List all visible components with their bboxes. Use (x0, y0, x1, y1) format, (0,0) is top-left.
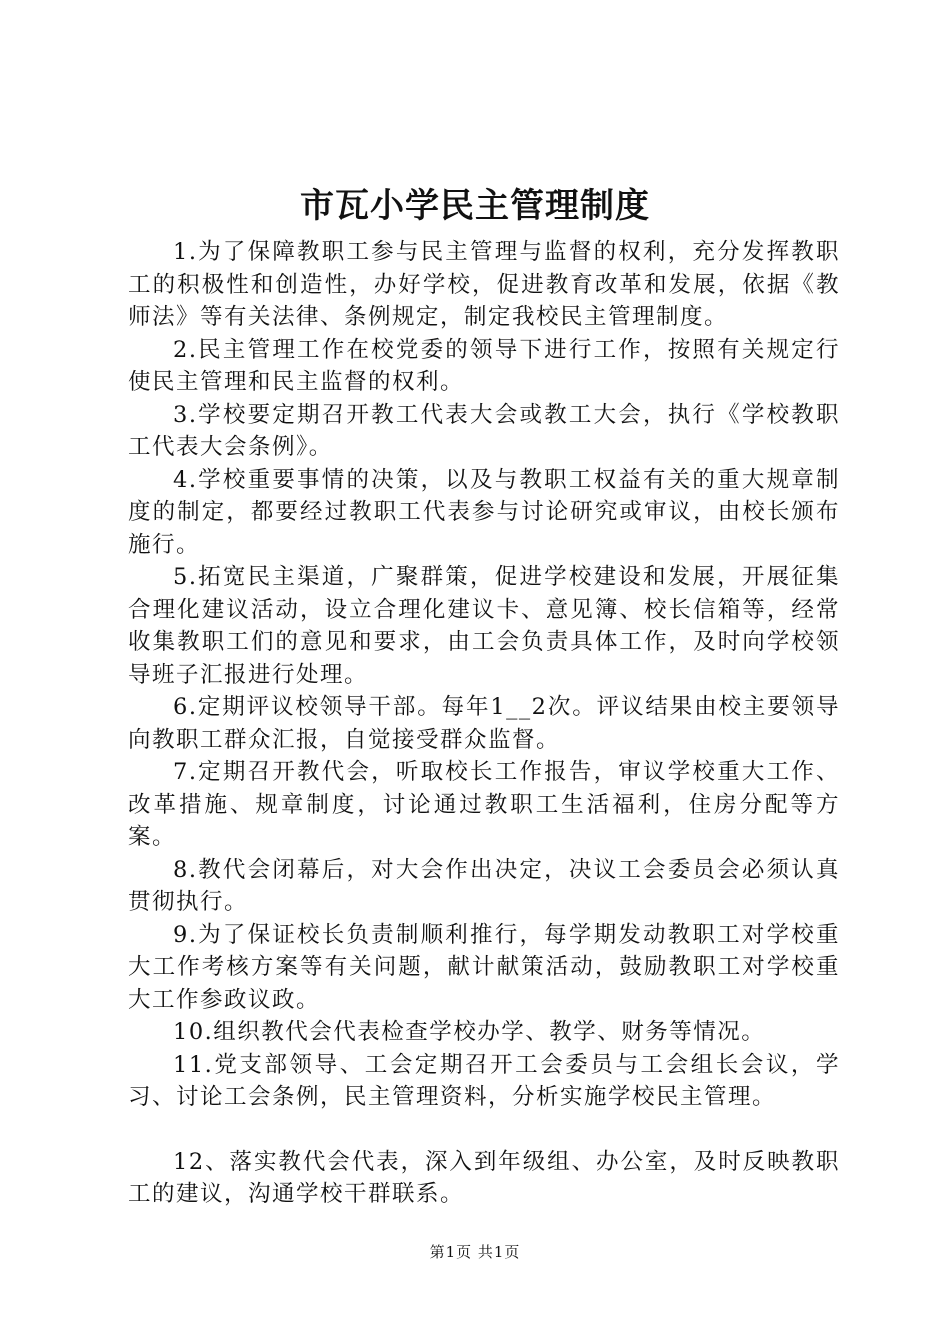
paragraph-10: 10.组织教代会代表检查学校办学、教学、财务等情况。 (173, 1019, 766, 1045)
paragraph-9: 9.为了保证校长负责制顺利推行，每学期发动教职工对学校重大工作考核方案等有关问题，献计献策活动，鼓励教职工对学校重大工作参政议政。 (128, 921, 840, 1013)
paragraph-1: 1.为了保障教职工参与民主管理与监督的权利，充分发挥教职工的积极性和创造性，办好学校，促进教育改革和发展，依据《教师法》等有关法律、条例规定，制定我校民主管理制度。 (128, 239, 840, 330)
paragraph-7: 7.定期召开教代会，听取校长工作报告，审议学校重大工作、改革措施、规章制度，讨论通过教职工生活福利，住房分配等方案。 (128, 759, 840, 850)
paragraph-5: 5.拓宽民主渠道，广聚群策，促进学校建设和发展，开展征集合理化建议活动，设立合理化建议卡、意见簿、校长信箱等，经常收集教职工们的意见和要求，由工会负责具体工作，及时向学校领导班子汇报进行处理。 (128, 564, 840, 688)
paragraph-4: 4.学校重要事情的决策，以及与教职工权益有关的重大规章制度的制定，都要经过教职工代表参与讨论研究或审议，由校长颁布施行。 (128, 466, 840, 558)
paragraph-11: 11.党支部领导、工会定期召开工会委员与工会组长会议，学习、讨论工会条例，民主管理资料，分析实施学校民主管理。 (128, 1051, 840, 1110)
paragraph-6: 6.定期评议校领导干部。每年1__2次。评议结果由校主要领导向教职工群众汇报，自觉接受群众监督。 (128, 694, 840, 753)
paragraph-3: 3.学校要定期召开教工代表大会或教工大会，执行《学校教职工代表大会条例》。 (128, 401, 840, 460)
page-footer: 第1页 共1页 (429, 1243, 521, 1261)
paragraph-12: 12、落实教代会代表，深入到年级组、办公室，及时反映教职工的建议，沟通学校干群联系。 (128, 1148, 840, 1207)
document-title: 市瓦小学民主管理制度 (300, 186, 650, 226)
paragraph-2: 2.民主管理工作在校党委的领导下进行工作，按照有关规定行使民主管理和民主监督的权利。 (128, 336, 840, 395)
paragraph-8: 8.教代会闭幕后，对大会作出决定，决议工会委员会必须认真贯彻执行。 (128, 856, 840, 915)
document-body (128, 236, 840, 1211)
